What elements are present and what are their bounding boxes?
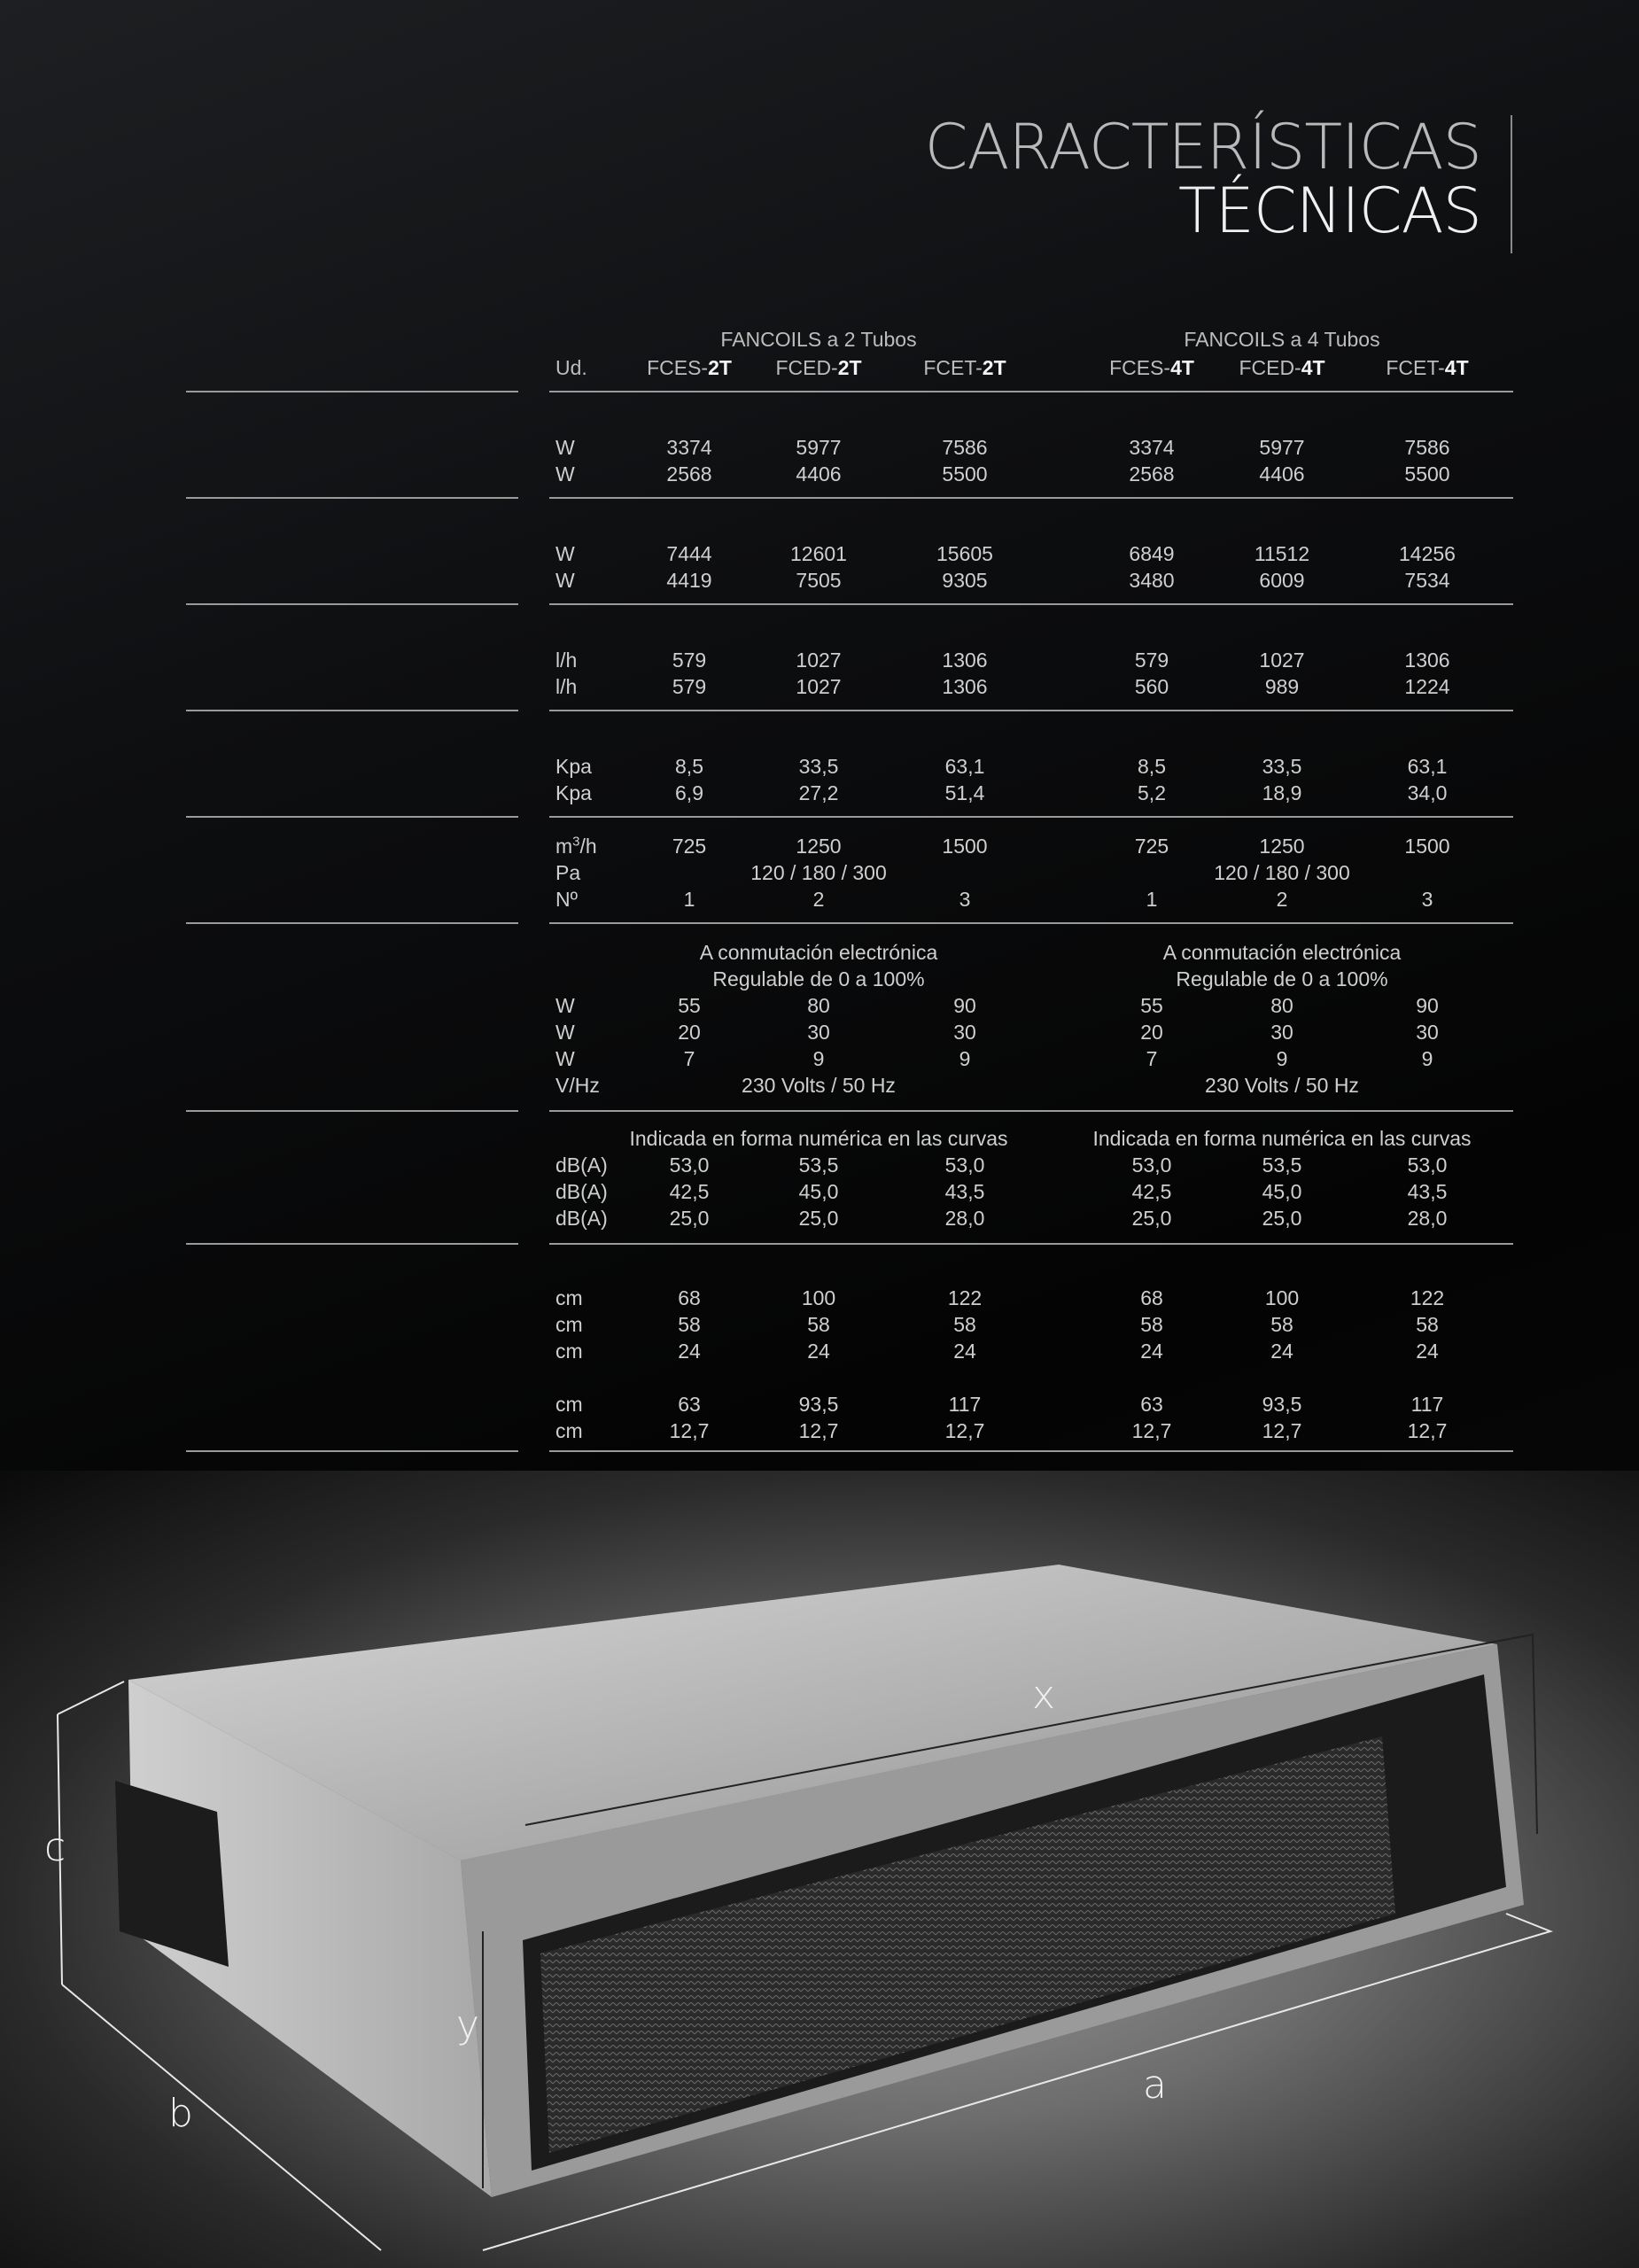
cell-value: 42,5	[1131, 1180, 1172, 1203]
cell-value: 53,0	[1407, 1153, 1448, 1177]
group-header-4t: FANCOILS a 4 Tubos	[1184, 328, 1380, 351]
cell-value: 1224	[1404, 675, 1450, 698]
cell-value: 45,0	[1262, 1180, 1302, 1203]
row-divider	[186, 710, 518, 711]
cell-value: 1	[1146, 888, 1158, 911]
cell-value: 25,0	[1131, 1207, 1172, 1230]
cell-value: 7586	[1404, 436, 1450, 459]
row-divider	[549, 710, 1513, 711]
row-unit: l/h	[555, 675, 578, 698]
title-line-2: TÉCNICAS	[1177, 175, 1481, 247]
cell-value: 2568	[1129, 462, 1175, 485]
model-suffix: 4T	[1301, 356, 1325, 379]
cell-value: 579	[1134, 649, 1169, 672]
row-unit: W	[555, 436, 575, 459]
cell-value: 5,2	[1138, 781, 1166, 804]
cell-value: 117	[1410, 1393, 1444, 1416]
cell-value: 43,5	[944, 1180, 985, 1203]
cell-value: 51,4	[944, 781, 985, 804]
cell-value: 3	[959, 888, 971, 911]
row-unit: dB(A)	[555, 1153, 608, 1177]
cell-value: 3480	[1129, 569, 1175, 592]
model-header	[1239, 354, 1324, 381]
model-header	[1109, 354, 1194, 381]
cell-value: 12,7	[798, 1419, 839, 1442]
row-unit: W	[555, 1047, 575, 1070]
row-unit: W	[555, 994, 575, 1017]
cell-value: 33,5	[798, 755, 839, 778]
row-divider	[549, 1450, 1513, 1452]
cell-value: 45,0	[798, 1180, 839, 1203]
cell-value: 7	[683, 1047, 695, 1070]
cell-value: 53,0	[669, 1153, 710, 1177]
model-prefix: FCES-	[647, 356, 709, 379]
model-suffix: 2T	[982, 356, 1006, 379]
cell-value: 58	[807, 1313, 830, 1336]
cell-value: 117	[948, 1393, 982, 1416]
merged-value-4t: 230 Volts / 50 Hz	[1205, 1074, 1359, 1097]
cell-value: 53,0	[1131, 1153, 1172, 1177]
merged-value-2t: 120 / 180 / 300	[750, 861, 887, 884]
row-unit: Nº	[555, 888, 579, 911]
model-prefix: FCES-	[1109, 356, 1171, 379]
cell-value: 14256	[1399, 542, 1456, 565]
model-suffix: 2T	[837, 356, 862, 379]
row-unit: W	[555, 542, 575, 565]
merged-value-4t: Regulable de 0 a 100%	[1176, 967, 1388, 990]
row-unit: Kpa	[555, 755, 592, 778]
merged-value-2t: Indicada en forma numérica en las curvas	[629, 1127, 1008, 1150]
cell-value: 560	[1134, 675, 1169, 698]
cell-value: 1500	[942, 835, 988, 858]
row-divider	[186, 1110, 518, 1112]
model-suffix: 4T	[1170, 356, 1194, 379]
cell-value: 9	[959, 1047, 971, 1070]
cell-value: 1027	[796, 649, 842, 672]
row-divider	[186, 1243, 518, 1245]
model-prefix: FCED-	[1239, 356, 1301, 379]
model-header	[1386, 354, 1468, 381]
cell-value: 7586	[942, 436, 988, 459]
model-prefix: FCED-	[775, 356, 838, 379]
row-unit: Pa	[555, 861, 581, 884]
cell-value: 12601	[790, 542, 847, 565]
cell-value: 725	[672, 835, 707, 858]
row-divider	[186, 1450, 518, 1452]
cell-value: 58	[1270, 1313, 1293, 1336]
cell-value: 68	[1140, 1286, 1163, 1309]
cell-value: 579	[672, 649, 707, 672]
cell-value: 18,9	[1262, 781, 1302, 804]
unit-part: 3	[572, 834, 580, 850]
merged-value-2t: A conmutación electrónica	[699, 941, 938, 964]
model-header	[923, 354, 1006, 381]
unit-header: Ud.	[555, 356, 587, 379]
cell-value: 2	[812, 888, 825, 911]
cell-value: 11512	[1254, 542, 1310, 565]
cell-value: 9	[1421, 1047, 1433, 1070]
cell-value: 4419	[666, 569, 712, 592]
cell-value: 30	[953, 1021, 976, 1044]
cell-value: 3374	[666, 436, 712, 459]
cell-value: 5977	[796, 436, 842, 459]
cell-value: 24	[953, 1340, 976, 1363]
cell-value: 93,5	[798, 1393, 839, 1416]
cell-value: 8,5	[675, 755, 703, 778]
model-suffix: 4T	[1444, 356, 1469, 379]
dim-label-c: c	[44, 1825, 66, 1870]
cell-value: 15605	[936, 542, 993, 565]
cell-value: 1027	[1259, 649, 1305, 672]
row-unit: cm	[555, 1419, 583, 1442]
cell-value: 30	[1416, 1021, 1439, 1044]
cell-value: 30	[807, 1021, 830, 1044]
cell-value: 9	[812, 1047, 825, 1070]
cell-value: 58	[953, 1313, 976, 1336]
cell-value: 579	[672, 675, 707, 698]
cell-value: 122	[1410, 1286, 1445, 1309]
cell-value: 7505	[796, 569, 842, 592]
model-suffix: 2T	[708, 356, 732, 379]
cell-value: 100	[1264, 1286, 1300, 1309]
cell-value: 68	[678, 1286, 701, 1309]
cell-value: 58	[678, 1313, 701, 1336]
row-divider	[186, 603, 518, 605]
cell-value: 25,0	[669, 1207, 710, 1230]
cell-value: 100	[801, 1286, 836, 1309]
cell-value: 27,2	[798, 781, 839, 804]
cell-value: 53,0	[944, 1153, 985, 1177]
row-unit: cm	[555, 1340, 583, 1363]
page-title	[924, 111, 1481, 247]
row-unit	[555, 833, 597, 859]
merged-value-2t: 230 Volts / 50 Hz	[742, 1074, 896, 1097]
cell-value: 5977	[1259, 436, 1305, 459]
group-header-2t: FANCOILS a 2 Tubos	[720, 328, 917, 351]
cell-value: 63	[1140, 1393, 1163, 1416]
merged-value-4t: 120 / 180 / 300	[1214, 861, 1350, 884]
cell-value: 42,5	[669, 1180, 710, 1203]
cell-value: 80	[1270, 994, 1293, 1017]
row-unit: cm	[555, 1313, 583, 1336]
cell-value: 3374	[1129, 436, 1175, 459]
cell-value: 6009	[1259, 569, 1305, 592]
row-unit: dB(A)	[555, 1180, 608, 1203]
row-divider	[549, 603, 1513, 605]
cell-value: 3	[1421, 888, 1433, 911]
row-unit: W	[555, 1021, 575, 1044]
cell-value: 7	[1146, 1047, 1158, 1070]
cell-value: 8,5	[1138, 755, 1166, 778]
row-unit: cm	[555, 1286, 583, 1309]
cell-value: 2568	[666, 462, 712, 485]
product-illustration	[0, 1471, 1639, 2268]
row-divider	[549, 497, 1513, 499]
cell-value: 53,5	[798, 1153, 839, 1177]
row-unit: W	[555, 462, 575, 485]
merged-value-4t: A conmutación electrónica	[1162, 941, 1402, 964]
cell-value: 7444	[666, 542, 712, 565]
row-unit: V/Hz	[555, 1074, 600, 1097]
cell-value: 55	[678, 994, 701, 1017]
dim-label-a: a	[1143, 2062, 1167, 2108]
cell-value: 43,5	[1407, 1180, 1448, 1203]
merged-value-4t: Indicada en forma numérica en las curvas	[1092, 1127, 1472, 1150]
row-unit: cm	[555, 1393, 583, 1416]
cell-value: 24	[1416, 1340, 1439, 1363]
row-unit: l/h	[555, 649, 578, 672]
unit-part: m	[555, 835, 573, 858]
title-line-1: CARACTERÍSTICAS	[924, 111, 1481, 183]
row-divider	[186, 391, 518, 392]
cell-value: 90	[953, 994, 976, 1017]
cell-value: 63,1	[1407, 755, 1448, 778]
cell-value: 1	[683, 888, 695, 911]
cell-value: 20	[678, 1021, 701, 1044]
cell-value: 93,5	[1262, 1393, 1302, 1416]
cell-value: 63	[678, 1393, 701, 1416]
unit-part: /h	[579, 835, 597, 858]
cell-value: 34,0	[1407, 781, 1448, 804]
row-divider	[186, 816, 518, 818]
fancoil-unit-image	[0, 1471, 1639, 2268]
cell-value: 7534	[1404, 569, 1450, 592]
cell-value: 12,7	[1262, 1419, 1302, 1442]
cell-value: 58	[1416, 1313, 1439, 1336]
row-divider	[186, 922, 518, 924]
cell-value: 63,1	[944, 755, 985, 778]
dim-label-b: b	[168, 2091, 193, 2136]
row-divider	[549, 816, 1513, 818]
cell-value: 725	[1134, 835, 1169, 858]
row-divider	[549, 1110, 1513, 1112]
cell-value: 1250	[1259, 835, 1305, 858]
row-divider	[549, 1243, 1513, 1245]
cell-value: 90	[1416, 994, 1439, 1017]
cell-value: 4406	[796, 462, 842, 485]
cell-value: 1500	[1404, 835, 1450, 858]
row-divider	[549, 391, 1513, 392]
dim-label-y: y	[456, 2002, 480, 2047]
model-prefix: FCET-	[1386, 356, 1445, 379]
cell-value: 1027	[796, 675, 842, 698]
cell-value: 20	[1140, 1021, 1163, 1044]
row-unit: Kpa	[555, 781, 592, 804]
row-divider	[186, 497, 518, 499]
cell-value: 25,0	[1262, 1207, 1302, 1230]
cell-value: 1250	[796, 835, 842, 858]
cell-value: 2	[1276, 888, 1288, 911]
row-divider	[549, 922, 1513, 924]
cell-value: 5500	[1404, 462, 1450, 485]
cell-value: 24	[678, 1340, 701, 1363]
model-prefix: FCET-	[923, 356, 983, 379]
model-header	[647, 354, 732, 381]
cell-value: 24	[1140, 1340, 1163, 1363]
dim-label-x: x	[1032, 1673, 1056, 1718]
cell-value: 122	[947, 1286, 983, 1309]
cell-value: 4406	[1259, 462, 1305, 485]
cell-value: 5500	[942, 462, 988, 485]
row-unit: dB(A)	[555, 1207, 608, 1230]
cell-value: 58	[1140, 1313, 1163, 1336]
model-header	[775, 354, 861, 381]
cell-value: 24	[807, 1340, 830, 1363]
row-unit: W	[555, 569, 575, 592]
cell-value: 1306	[942, 675, 988, 698]
title-divider	[1511, 115, 1512, 253]
cell-value: 24	[1270, 1340, 1293, 1363]
cell-value: 28,0	[1407, 1207, 1448, 1230]
cell-value: 989	[1264, 675, 1300, 698]
cell-value: 30	[1270, 1021, 1293, 1044]
cell-value: 6,9	[675, 781, 703, 804]
cell-value: 9305	[942, 569, 988, 592]
cell-value: 12,7	[1407, 1419, 1448, 1442]
cell-value: 1306	[1404, 649, 1450, 672]
merged-value-2t: Regulable de 0 a 100%	[712, 967, 925, 990]
cell-value: 1306	[942, 649, 988, 672]
cell-value: 80	[807, 994, 830, 1017]
cell-value: 9	[1276, 1047, 1288, 1070]
cell-value: 6849	[1129, 542, 1175, 565]
cell-value: 33,5	[1262, 755, 1302, 778]
cell-value: 53,5	[1262, 1153, 1302, 1177]
cell-value: 12,7	[1131, 1419, 1172, 1442]
cell-value: 55	[1140, 994, 1163, 1017]
cell-value: 12,7	[669, 1419, 710, 1442]
cell-value: 12,7	[944, 1419, 985, 1442]
cell-value: 25,0	[798, 1207, 839, 1230]
cell-value: 28,0	[944, 1207, 985, 1230]
